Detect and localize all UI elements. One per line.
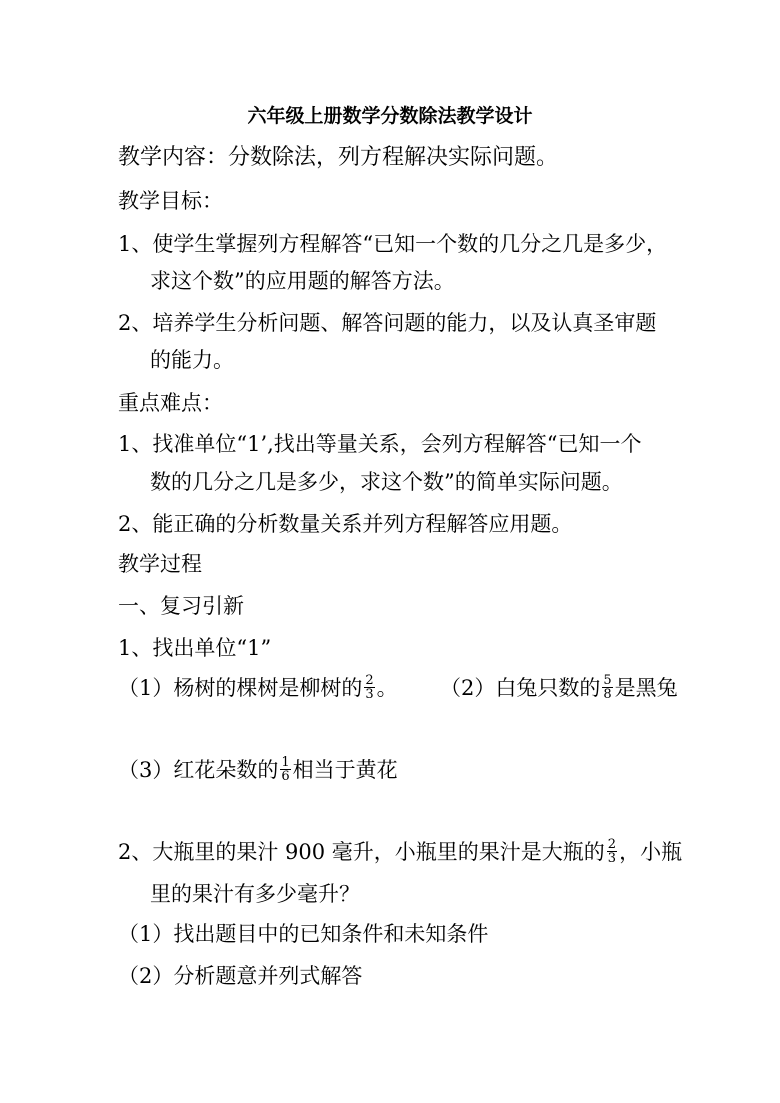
- step-1: （1）找出题目中的已知条件和未知条件: [118, 922, 489, 946]
- goal-2-line-1: 2、培养学生分析问题、解答问题的能力，以及认真圣审题: [118, 311, 657, 335]
- process-heading: 教学过程: [118, 552, 202, 576]
- fraction: [364, 674, 374, 701]
- fraction: [602, 674, 612, 701]
- example-3-tail: 相当于黄花: [292, 758, 398, 782]
- goal-1-line-2: 求这个数”的应用题的解答方法。: [150, 269, 455, 293]
- key-1-line-2: 数的几分之几是多少，求这个数”的简单实际问题。: [150, 470, 623, 494]
- example-1-tail: 。: [376, 676, 398, 700]
- example-2: [440, 674, 678, 703]
- example-3-text: （3）红花朵数的: [118, 758, 279, 782]
- task-2-tail: ，小瓶: [619, 840, 683, 864]
- goal-1-line-1: 1、使学生掌握列方程解答“已知一个数的几分之几是多少，: [118, 232, 668, 256]
- fraction-numerator: 2: [365, 673, 374, 688]
- task-2-text: 2、大瓶里的果汁 900 毫升，小瓶里的果汁是大瓶的: [118, 840, 605, 864]
- fraction-numerator: 5: [603, 673, 612, 688]
- task-1-heading: 1、找出单位“1”: [118, 636, 272, 660]
- example-2-text: （2）白兔只数的: [440, 676, 601, 700]
- section-1-heading: 一、复习引新: [118, 594, 244, 618]
- fraction-denominator: 3: [607, 851, 617, 866]
- fraction-denominator: 6: [281, 769, 290, 784]
- example-3: [118, 756, 398, 785]
- fraction: [607, 838, 617, 865]
- fraction: [280, 756, 290, 783]
- goals-heading: 教学目标：: [118, 189, 223, 213]
- content-line: 教学内容：分数除法，列方程解决实际问题。: [118, 145, 559, 170]
- key-heading: 重点难点：: [118, 391, 223, 415]
- fraction-numerator: 2: [607, 837, 617, 852]
- fraction-denominator: 3: [365, 687, 374, 702]
- document-title: 六年级上册数学分数除法教学设计: [247, 105, 533, 127]
- example-1: [118, 674, 398, 703]
- task-2-line-2: 里的果汁有多少毫升？: [150, 882, 360, 906]
- step-2: （2）分析题意并列式解答: [118, 964, 363, 988]
- task-2-line-1: [118, 838, 682, 867]
- example-2-tail: 是黑兔: [614, 676, 678, 700]
- key-1-line-1: 1、找准单位“1’,找出等量关系，会列方程解答“已知一个: [118, 432, 642, 456]
- goal-2-line-2: 的能力。: [150, 348, 234, 372]
- key-2-line: 2、能正确的分析数量关系并列方程解答应用题。: [118, 512, 573, 536]
- fraction-numerator: 1: [281, 755, 290, 770]
- fraction-denominator: 8: [603, 687, 612, 702]
- example-1-text: （1）杨树的棵树是柳树的: [118, 676, 363, 700]
